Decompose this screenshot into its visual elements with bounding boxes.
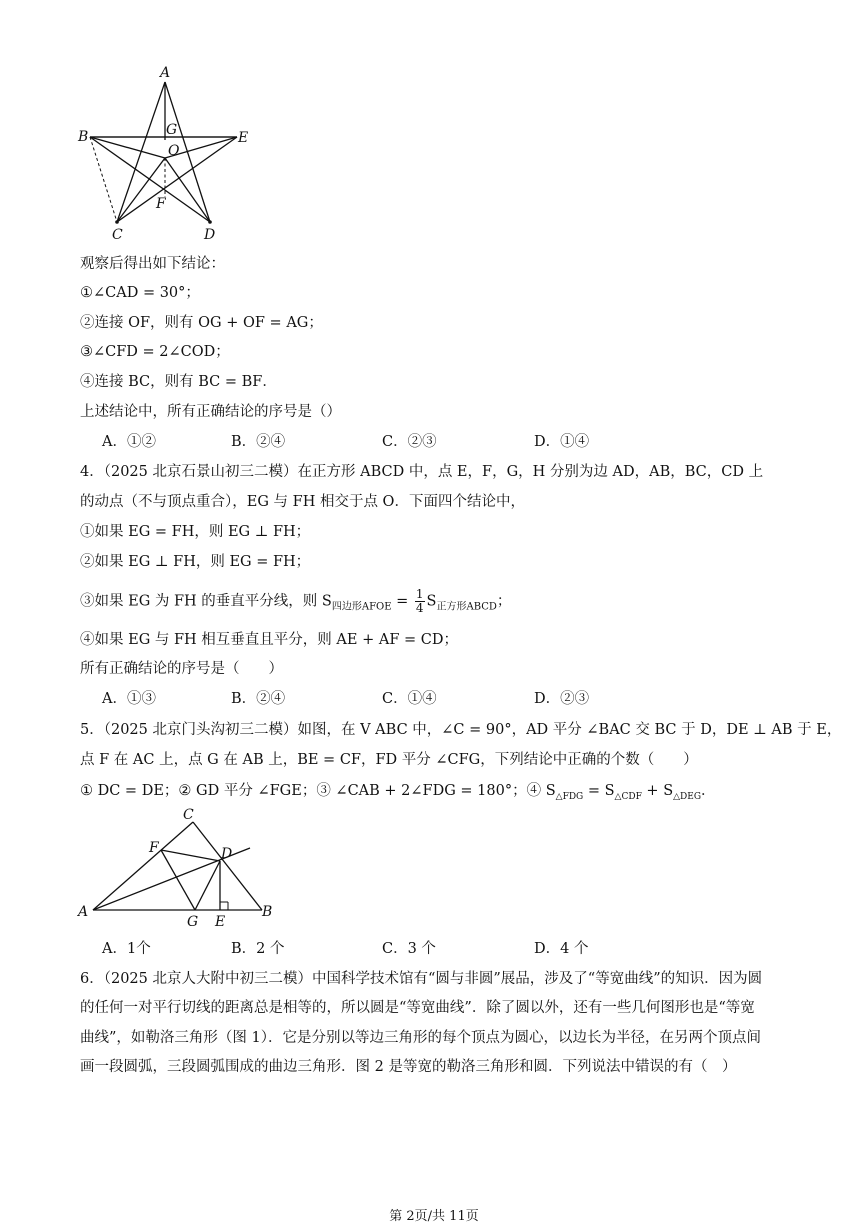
label-C: C xyxy=(183,807,194,823)
q3-intro: 观察后得出如下结论： xyxy=(80,256,225,272)
q4-conclusion-3: ③如果 EG 为 FH 的垂直平分线，则 $S_{四边形AFOE}$ = $\frac{1}{4}$ $S_{正方形ABCD}$； xyxy=(80,587,512,615)
q6-stem-line-3: 曲线”，如勒洛三角形（图 1）．它是分别以等边三角形的每个顶点为圆心，以边长为半径，在另两个顶点间 xyxy=(80,1030,761,1046)
q4-stem-line-2: 的动点（不与顶点重合），EG 与 FH 相交于点 O．下面四个结论中， xyxy=(80,494,525,510)
label-O: O xyxy=(168,143,180,159)
q4-question: 所有正确结论的序号是（ ） xyxy=(80,661,283,677)
label-E: E xyxy=(238,130,249,146)
label-F: F xyxy=(149,840,159,856)
q3-conclusion-1: ①∠CAD = 30°； xyxy=(80,285,200,301)
q4-stem-line-1: 4．（2025 北京石景山初三二模）在正方形 ABCD 中，点 E，F，G，H 分别为边 AD，AB，BC，CD 上 xyxy=(80,464,764,480)
label-A: A xyxy=(78,904,89,920)
q3-option-a[interactable]: A．①② xyxy=(102,434,156,450)
q3-conclusion-2: ②连接 OF，则有 OG + OF = AG； xyxy=(80,315,323,331)
label-G: G xyxy=(187,914,199,930)
fraction-one-quarter: $\frac{1}{4}$ xyxy=(415,587,424,615)
q4-conclusion-2: ②如果 EG ⊥ FH，则 EG = FH； xyxy=(80,554,311,570)
q4-conclusion-1: ①如果 EG = FH，则 EG ⊥ FH； xyxy=(80,524,311,540)
label-B: B xyxy=(262,904,273,920)
q4-option-c[interactable]: C．①④ xyxy=(382,691,437,707)
q6-stem-line-2: 的任何一对平行切线的距离总是相等的，所以圆是“等宽曲线”．除了圆以外，还有一些几何图形也是“等宽 xyxy=(80,1000,755,1016)
q6-stem-line-4: 画一段圆弧，三段圆弧围成的曲边三角形．图 2 是等宽的勒洛三角形和圆．下列说法中错误的有（ ） xyxy=(80,1059,737,1075)
q3-option-b[interactable]: B．②④ xyxy=(231,434,286,450)
label-D: D xyxy=(221,846,233,862)
q5-stem-line-1: 5．（2025 北京门头沟初三二模）如图，在 V ABC 中，∠C = 90°，AD 平分 ∠BAC 交 BC 于 D，DE ⊥ AB 于 E， xyxy=(80,722,842,738)
q5-stem-line-2: 点 F 在 AC 上，点 G 在 AB 上，BE = CF，FD 平分 ∠CFG，下列结论中正确的个数（ ） xyxy=(80,752,698,768)
q3-question: 上述结论中，所有正确结论的序号是（） xyxy=(80,404,341,420)
q3-conclusion-4: ④连接 BC，则有 BC = BF． xyxy=(80,374,277,390)
label-B: B xyxy=(78,129,89,145)
label-D: D xyxy=(204,227,216,243)
label-F: F xyxy=(156,196,166,212)
q3-conclusion-3: ③∠CFD = 2∠COD； xyxy=(80,344,230,360)
label-G: G xyxy=(166,122,178,138)
q5-option-b[interactable]: B．2 个 xyxy=(231,941,285,957)
q5-stem-line-3: ① DC = DE；② GD 平分 ∠FGE；③ ∠CAB + 2∠FDG = 180°；④ $S_{\triangle FDG} = S_{\triangle CDF} + S_{\triangle DEG}$． xyxy=(80,783,716,802)
q4-conclusion-4: ④如果 EG 与 FH 相互垂直且平分，则 AE + AF = CD； xyxy=(80,632,458,648)
triangle-figure xyxy=(75,807,273,933)
q4-option-d[interactable]: D．②③ xyxy=(534,691,590,707)
q3-option-d[interactable]: D．①④ xyxy=(534,434,590,450)
q5-option-c[interactable]: C．3 个 xyxy=(382,941,436,957)
label-E: E xyxy=(215,914,226,930)
q4-option-a[interactable]: A．①③ xyxy=(102,691,156,707)
q6-stem-line-1: 6．（2025 北京人大附中初三二模）中国科学技术馆有“圆与非圆”展品，涉及了“等宽曲线”的知识．因为圆 xyxy=(80,971,763,987)
page-footer: 第 2页/共 11页 xyxy=(389,1209,479,1224)
q3-option-c[interactable]: C．②③ xyxy=(382,434,437,450)
star-figure xyxy=(70,62,270,247)
q5-option-d[interactable]: D．4 个 xyxy=(534,941,589,957)
q4-option-b[interactable]: B．②④ xyxy=(231,691,286,707)
label-C: C xyxy=(112,227,123,243)
label-A: A xyxy=(160,65,171,81)
q5-option-a[interactable]: A．1个 xyxy=(102,941,151,957)
